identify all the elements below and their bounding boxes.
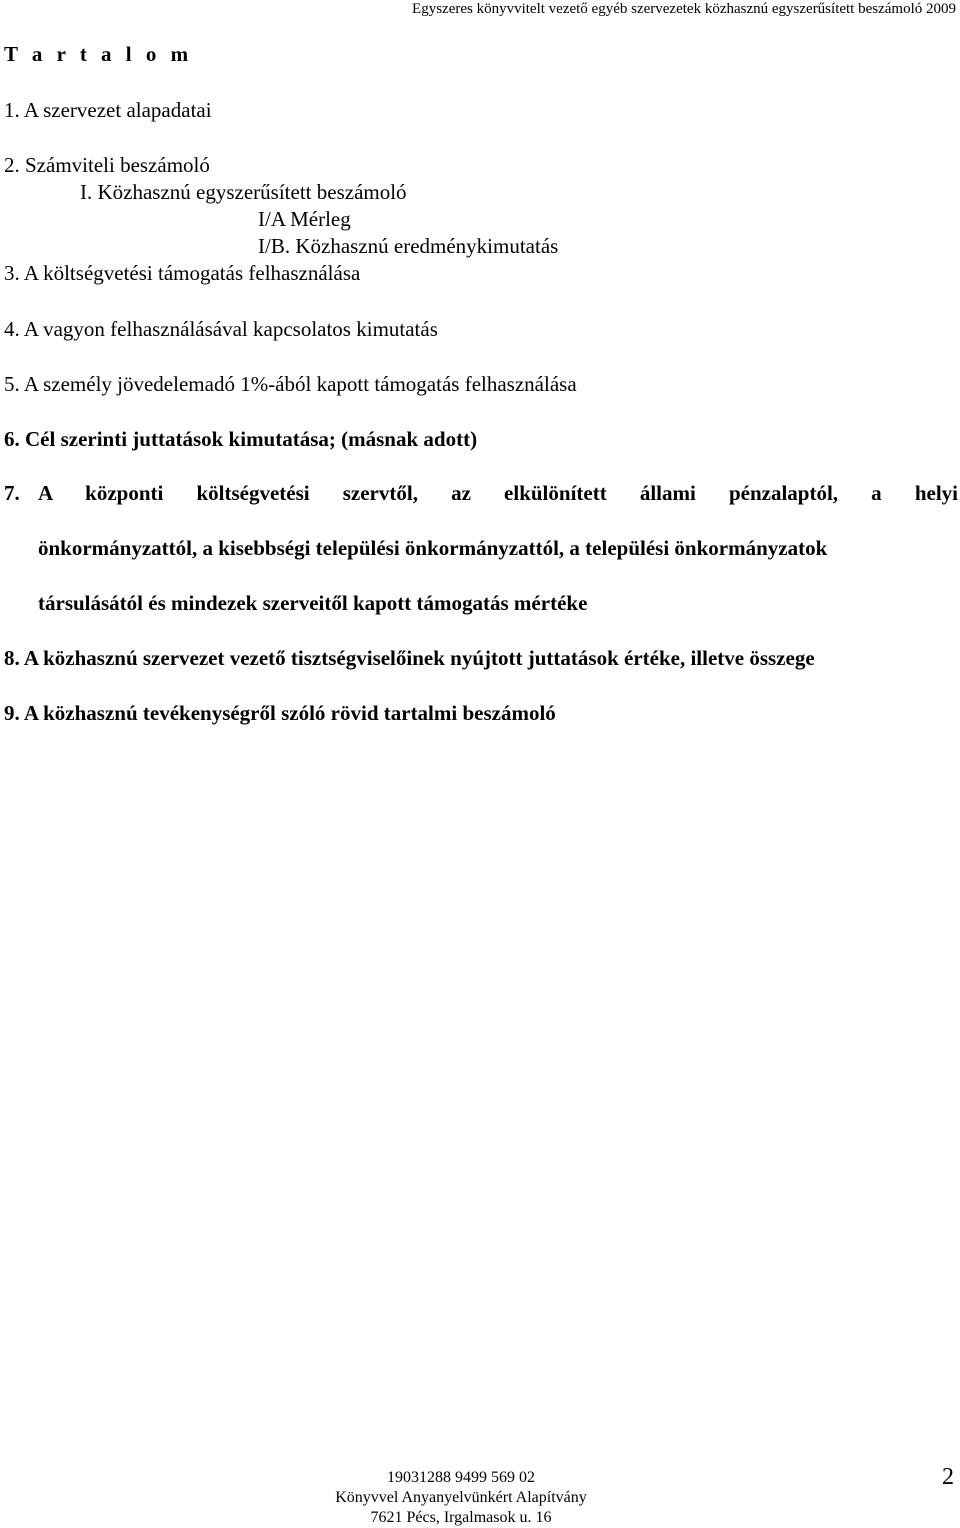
- toc-item-3: 3. A költségvetési támogatás felhasználása: [4, 261, 361, 285]
- toc-item-7-line-3: társulásától és mindezek szerveitől kapott támogatás mértéke: [38, 591, 588, 615]
- toc-item-7-number: 7.: [4, 481, 20, 505]
- toc-item-4: 4. A vagyon felhasználásával kapcsolatos kimutatás: [4, 317, 438, 341]
- page-number: 2: [942, 1464, 954, 1490]
- toc-title: T a r t a l o m: [4, 42, 193, 66]
- toc-item-7-line-2: önkormányzattól, a kisebbségi települési önkormányzattól, a települési önkormányzatok: [38, 536, 828, 560]
- footer-registration-number: 19031288 9499 569 02: [387, 1469, 535, 1486]
- toc-item-6: 6. Cél szerinti juttatások kimutatása; (másnak adott): [4, 427, 478, 451]
- footer-address: 7621 Pécs, Irgalmasok u. 16: [370, 1509, 552, 1526]
- toc-item-1: 1. A szervezet alapadatai: [4, 98, 212, 122]
- toc-subitem-ia: I/A Mérleg: [258, 207, 351, 231]
- toc-item-9: 9. A közhasznú tevékenységről szóló rövid tartalmi beszámoló: [4, 701, 556, 725]
- toc-item-2: 2. Számviteli beszámoló: [4, 153, 210, 177]
- toc-item-7-line-1: [4, 480, 958, 506]
- toc-item-7-text-1: A központi költségvetési szervtől, az elkülönített állami pénzalaptól, a helyi: [38, 481, 958, 505]
- toc-item-8: 8. A közhasznú szervezet vezető tisztségviselőinek nyújtott juttatások értéke, illetve összege: [4, 646, 815, 670]
- toc-item-5: 5. A személy jövedelemadó 1%-ából kapott támogatás felhasználása: [4, 372, 577, 396]
- toc-subitem-ib: I/B. Közhasznú eredménykimutatás: [258, 234, 559, 258]
- footer-organization-name: Könyvvel Anyanyelvünkért Alapítvány: [335, 1489, 587, 1506]
- running-header: Egyszeres könyvvitelt vezető egyéb szervezetek közhasznú egyszerűsített beszámoló 2009: [412, 1, 956, 17]
- toc-subitem-i: I. Közhasznú egyszerűsített beszámoló: [80, 180, 407, 204]
